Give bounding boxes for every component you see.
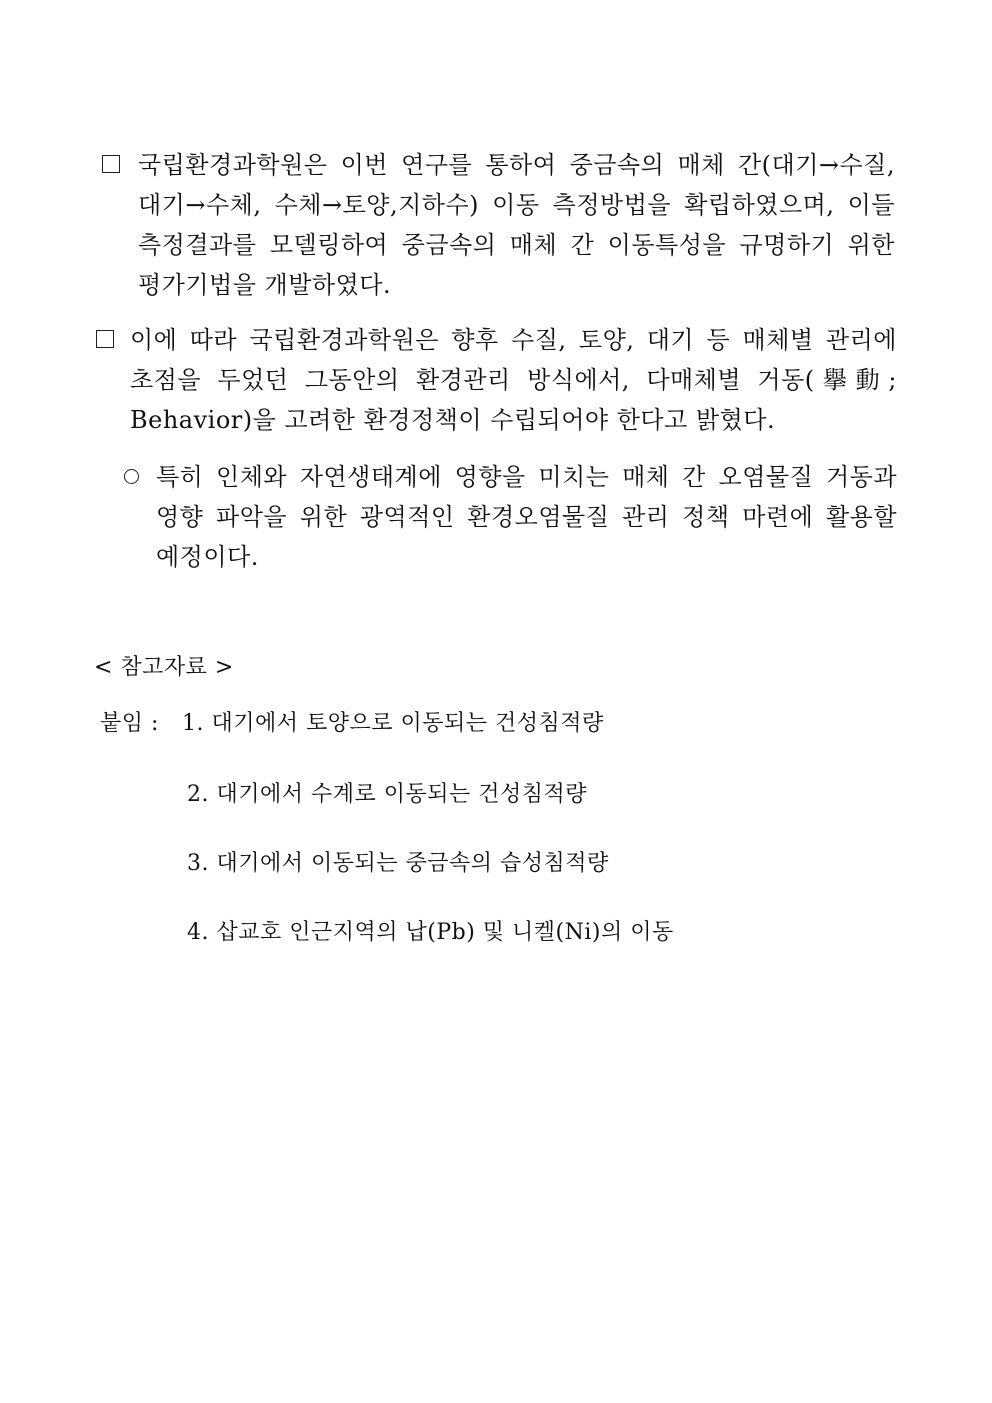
circle-bullet-icon — [124, 469, 139, 484]
references-heading: < 참고자료 > — [94, 655, 234, 680]
attachment-item: 3. 대기에서 이동되는 중금속의 습성침적량 — [187, 851, 609, 876]
square-bullet-icon — [102, 155, 120, 173]
paragraph-text: 특히 인체와 자연생태계에 영향을 미치는 매체 간 오염물질 거동과 영향 파악을 위한 광역적인 환경오염물질 관리 정책 마련에 활용할 예정이다. — [156, 463, 897, 571]
sub-paragraph-usage-plan — [124, 457, 897, 577]
attachment-item: 1. 대기에서 토양으로 이동되는 건성침적량 — [182, 711, 604, 736]
paragraph-text: 국립환경과학원은 이번 연구를 통하여 중금속의 매체 간(대기→수질, 대기→수체, 수체→토양,지하수) 이동 측정방법을 확립하였으며, 이들 측정결과를 모델링하여 중금속의 매체 간 이동특성을 규명하기 위한 평가기법을 개발하였다. — [138, 151, 895, 299]
attachment-item: 2. 대기에서 수계로 이동되는 건성침적량 — [187, 782, 587, 807]
square-bullet-icon — [96, 330, 114, 348]
paragraph-policy-direction — [96, 320, 897, 440]
paragraph-text: 이에 따라 국립환경과학원은 향후 수질, 토양, 대기 등 매체별 관리에 초점을 두었던 그동안의 환경관리 방식에서, 다매체별 거동(擧動; Behavior)을 고려한 환경정책이 수립되어야 한다고 밝혔다. — [130, 326, 897, 434]
attachment-label: 붙임 : — [100, 711, 159, 736]
paragraph-research-result — [102, 145, 897, 305]
attachment-item: 4. 삽교호 인근지역의 납(Pb) 및 니켈(Ni)의 이동 — [187, 920, 674, 945]
